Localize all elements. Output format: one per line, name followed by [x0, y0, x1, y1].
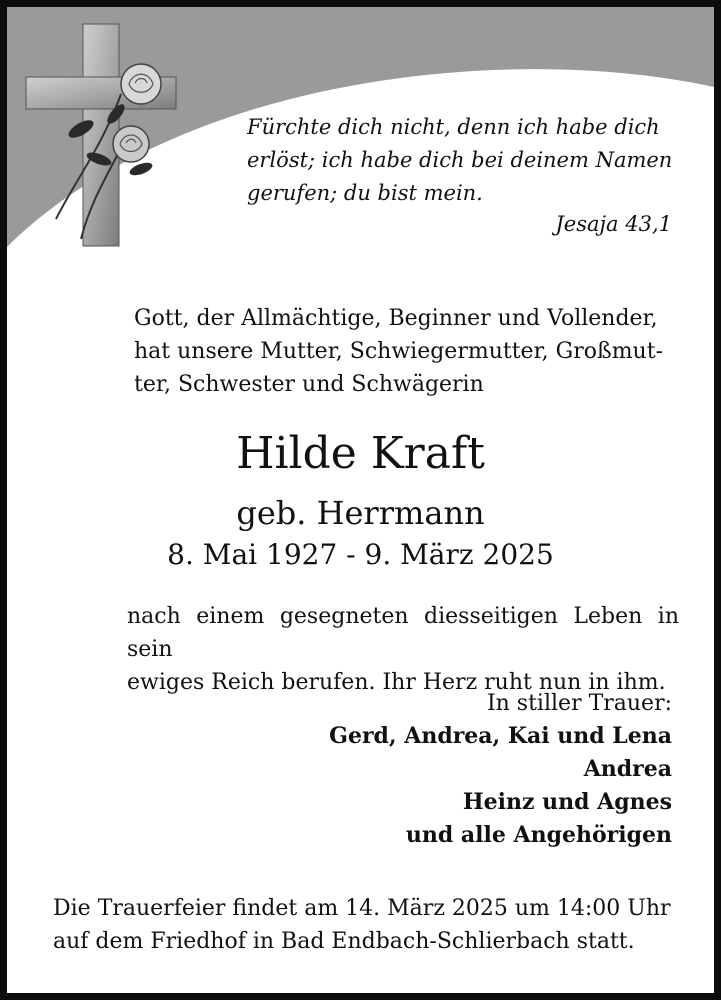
mourners-heading: In stiller Trauer:: [486, 691, 672, 716]
mourner-name: Gerd, Andrea, Kai und Lena: [329, 723, 672, 749]
mourners-block: [329, 687, 672, 852]
body-line: nach einem gesegneten diesseitigen Leben in sein: [127, 604, 679, 662]
intro-line: ter, Schwester und Schwägerin: [134, 372, 484, 397]
mourner-name: Heinz und Agnes: [462, 789, 672, 815]
verse-line: gerufen; du bist mein.: [247, 181, 483, 205]
verse-reference: Jesaja 43,1: [555, 212, 672, 236]
funeral-notice: [53, 892, 679, 958]
bible-verse: [247, 111, 677, 210]
intro-line: hat unsere Mutter, Schwiegermutter, Großmut-: [134, 339, 663, 364]
deceased-birth-name: geb. Herrmann: [236, 494, 485, 532]
body-paragraph: [127, 600, 679, 699]
body-line: ewiges Reich berufen. Ihr Herz ruht nun in ihm.: [127, 670, 666, 695]
funeral-line: Die Trauerfeier findet am 14. März 2025 um 14:00 Uhr: [53, 896, 671, 921]
intro-line: Gott, der Allmächtige, Beginner und Vollender,: [134, 306, 658, 331]
verse-line: Fürchte dich nicht, denn ich habe dich: [247, 115, 660, 139]
intro-paragraph: [134, 302, 679, 401]
mourner-name: und alle Angehörigen: [405, 822, 672, 848]
verse-line: erlöst; ich habe dich bei deinem Namen: [247, 148, 673, 172]
mourner-name: Andrea: [583, 756, 672, 782]
funeral-line: auf dem Friedhof in Bad Endbach-Schlierbach statt.: [53, 929, 635, 954]
life-dates: 8. Mai 1927 - 9. März 2025: [167, 538, 554, 571]
deceased-name: Hilde Kraft: [236, 428, 485, 479]
cross-with-roses-icon: [21, 19, 191, 249]
